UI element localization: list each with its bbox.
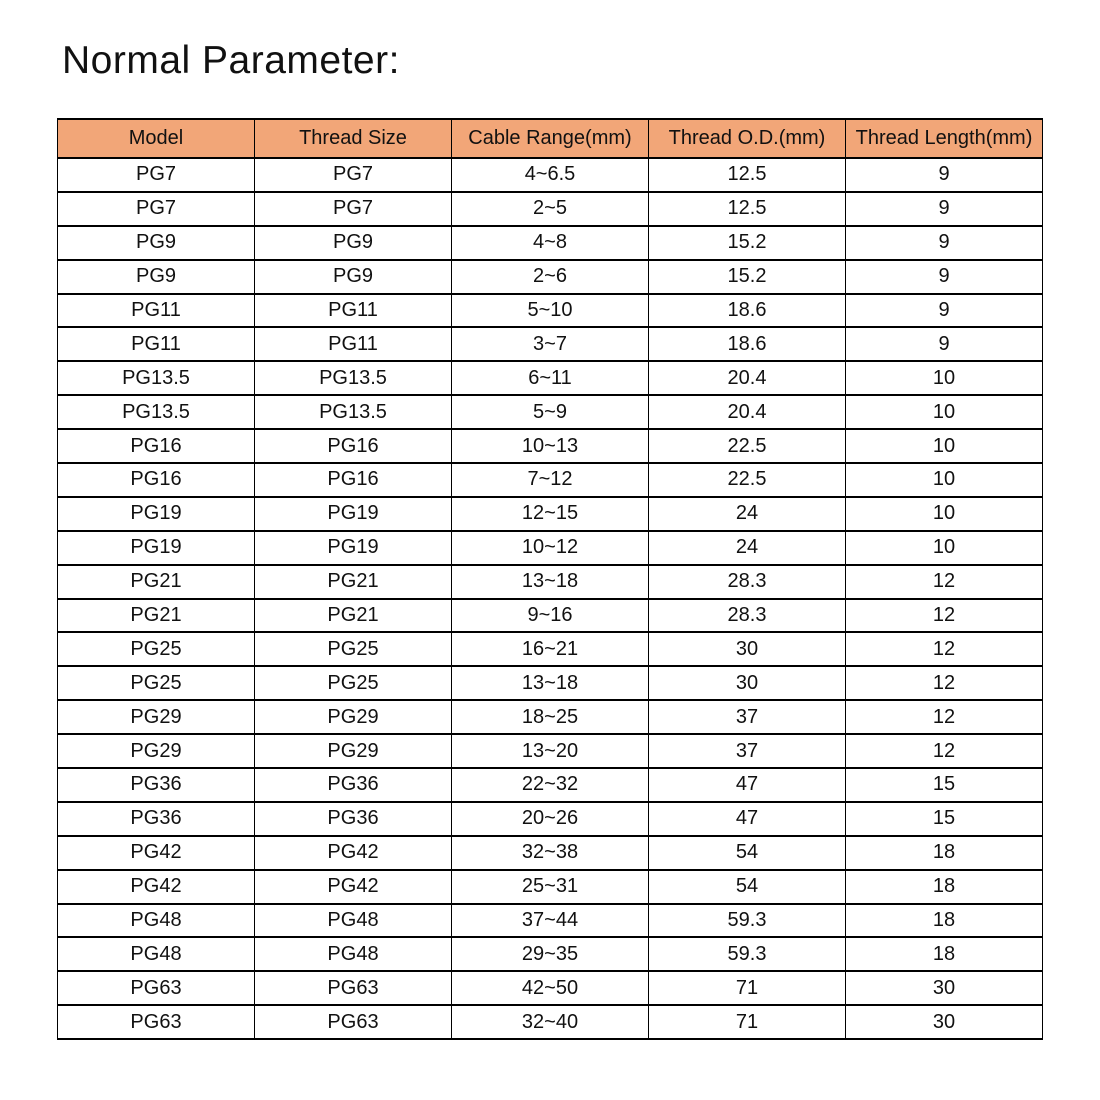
table-cell: PG29 <box>255 700 452 734</box>
table-cell: 59.3 <box>649 904 846 938</box>
table-row <box>58 734 1043 768</box>
table-cell: PG13.5 <box>58 361 255 395</box>
table-cell: PG13.5 <box>255 361 452 395</box>
table-cell: 9 <box>846 260 1043 294</box>
table-row <box>58 971 1043 1005</box>
table-cell: 18~25 <box>452 700 649 734</box>
table-cell: PG16 <box>58 429 255 463</box>
table-cell: PG29 <box>58 700 255 734</box>
table-cell: PG13.5 <box>255 395 452 429</box>
table-cell: 12 <box>846 666 1043 700</box>
table-cell: 10 <box>846 429 1043 463</box>
column-header-thread-size: Thread Size <box>255 119 452 158</box>
table-cell: 9 <box>846 294 1043 328</box>
table-cell: 28.3 <box>649 599 846 633</box>
table-cell: PG25 <box>255 666 452 700</box>
table-cell: PG42 <box>58 836 255 870</box>
table-row <box>58 904 1043 938</box>
table-cell: 10 <box>846 531 1043 565</box>
table-row <box>58 802 1043 836</box>
table-cell: 25~31 <box>452 870 649 904</box>
table-cell: 30 <box>846 1005 1043 1039</box>
table-cell: 18 <box>846 937 1043 971</box>
table-cell: PG16 <box>255 463 452 497</box>
table-cell: 37 <box>649 700 846 734</box>
table-row <box>58 565 1043 599</box>
table-cell: PG19 <box>255 531 452 565</box>
table-body <box>58 158 1043 1039</box>
table-cell: 22~32 <box>452 768 649 802</box>
table-cell: 9 <box>846 158 1043 192</box>
table-cell: 4~6.5 <box>452 158 649 192</box>
table-cell: 9 <box>846 226 1043 260</box>
table-cell: PG11 <box>58 327 255 361</box>
table-cell: 4~8 <box>452 226 649 260</box>
table-cell: 12 <box>846 632 1043 666</box>
table-row <box>58 294 1043 328</box>
page-title: Normal Parameter: <box>62 39 400 82</box>
table-cell: 15.2 <box>649 260 846 294</box>
table-cell: PG63 <box>58 971 255 1005</box>
table-cell: PG29 <box>255 734 452 768</box>
table-cell: PG42 <box>255 870 452 904</box>
table-cell: 5~9 <box>452 395 649 429</box>
table-row <box>58 666 1043 700</box>
table-cell: 15.2 <box>649 226 846 260</box>
table-cell: 10 <box>846 463 1043 497</box>
table-row <box>58 937 1043 971</box>
table-cell: PG36 <box>58 768 255 802</box>
table-cell: PG19 <box>255 497 452 531</box>
table-cell: 22.5 <box>649 463 846 497</box>
table-cell: PG11 <box>255 294 452 328</box>
table-cell: 71 <box>649 971 846 1005</box>
table-cell: PG9 <box>255 226 452 260</box>
table-header-row <box>58 119 1043 158</box>
table-cell: 20~26 <box>452 802 649 836</box>
table-cell: 15 <box>846 768 1043 802</box>
table-cell: 13~18 <box>452 565 649 599</box>
table-cell: PG36 <box>255 768 452 802</box>
table-row <box>58 192 1043 226</box>
table-row <box>58 768 1043 802</box>
table-cell: 24 <box>649 497 846 531</box>
table-cell: 30 <box>649 666 846 700</box>
table-cell: PG63 <box>255 971 452 1005</box>
table-cell: 12 <box>846 565 1043 599</box>
table-cell: 32~40 <box>452 1005 649 1039</box>
table-cell: PG42 <box>255 836 452 870</box>
table-header <box>58 119 1043 158</box>
table-row <box>58 463 1043 497</box>
table-cell: PG63 <box>255 1005 452 1039</box>
table-cell: PG9 <box>58 260 255 294</box>
table-cell: 2~6 <box>452 260 649 294</box>
table-cell: PG11 <box>255 327 452 361</box>
table-cell: 9~16 <box>452 599 649 633</box>
table-cell: 20.4 <box>649 395 846 429</box>
table-cell: 18.6 <box>649 294 846 328</box>
table-row <box>58 361 1043 395</box>
table-cell: 2~5 <box>452 192 649 226</box>
table-cell: 16~21 <box>452 632 649 666</box>
table-cell: 12.5 <box>649 158 846 192</box>
table-cell: PG48 <box>255 904 452 938</box>
table-cell: 54 <box>649 870 846 904</box>
table-cell: 12 <box>846 700 1043 734</box>
table-cell: PG21 <box>58 599 255 633</box>
table-cell: PG21 <box>58 565 255 599</box>
table-cell: 6~11 <box>452 361 649 395</box>
table-cell: 47 <box>649 768 846 802</box>
table-cell: PG9 <box>58 226 255 260</box>
table-row <box>58 395 1043 429</box>
table-cell: 12 <box>846 734 1043 768</box>
table-cell: PG36 <box>255 802 452 836</box>
table-cell: PG25 <box>58 632 255 666</box>
column-header-thread-od: Thread O.D.(mm) <box>649 119 846 158</box>
table-cell: PG48 <box>58 904 255 938</box>
table-cell: PG7 <box>58 158 255 192</box>
table-cell: 15 <box>846 802 1043 836</box>
table-cell: PG48 <box>255 937 452 971</box>
table-cell: PG11 <box>58 294 255 328</box>
table-row <box>58 158 1043 192</box>
column-header-model: Model <box>58 119 255 158</box>
table-cell: 10 <box>846 395 1043 429</box>
table-row <box>58 632 1043 666</box>
table-cell: 30 <box>649 632 846 666</box>
table-cell: 12.5 <box>649 192 846 226</box>
table-cell: 10 <box>846 497 1043 531</box>
table-cell: 29~35 <box>452 937 649 971</box>
table-cell: 18 <box>846 836 1043 870</box>
table-cell: 42~50 <box>452 971 649 1005</box>
table-cell: 71 <box>649 1005 846 1039</box>
table-row <box>58 497 1043 531</box>
table-cell: 5~10 <box>452 294 649 328</box>
column-header-thread-length: Thread Length(mm) <box>846 119 1043 158</box>
table-cell: 10 <box>846 361 1043 395</box>
table-cell: PG7 <box>255 192 452 226</box>
table-cell: PG7 <box>255 158 452 192</box>
table-cell: 18 <box>846 904 1043 938</box>
table-cell: PG29 <box>58 734 255 768</box>
table-cell: 13~18 <box>452 666 649 700</box>
table-cell: PG21 <box>255 599 452 633</box>
table-cell: 12~15 <box>452 497 649 531</box>
table-cell: 18 <box>846 870 1043 904</box>
table-cell: 7~12 <box>452 463 649 497</box>
table-row <box>58 327 1043 361</box>
table-cell: PG25 <box>58 666 255 700</box>
table-cell: PG16 <box>255 429 452 463</box>
table-row <box>58 260 1043 294</box>
table-cell: 54 <box>649 836 846 870</box>
table-cell: PG63 <box>58 1005 255 1039</box>
table-row <box>58 226 1043 260</box>
table-cell: 59.3 <box>649 937 846 971</box>
table-cell: 28.3 <box>649 565 846 599</box>
table-cell: 37~44 <box>452 904 649 938</box>
table-cell: 18.6 <box>649 327 846 361</box>
table-cell: 10~13 <box>452 429 649 463</box>
table-cell: 3~7 <box>452 327 649 361</box>
table-cell: PG13.5 <box>58 395 255 429</box>
table-cell: 10~12 <box>452 531 649 565</box>
table-cell: 37 <box>649 734 846 768</box>
table-cell: PG25 <box>255 632 452 666</box>
table-cell: PG9 <box>255 260 452 294</box>
table-cell: PG42 <box>58 870 255 904</box>
table-cell: PG36 <box>58 802 255 836</box>
parameter-table <box>57 118 1043 1040</box>
table-row <box>58 1005 1043 1039</box>
table-cell: 9 <box>846 192 1043 226</box>
table-row <box>58 429 1043 463</box>
table-row <box>58 870 1043 904</box>
table-row <box>58 599 1043 633</box>
table-cell: 22.5 <box>649 429 846 463</box>
table-cell: 24 <box>649 531 846 565</box>
table-cell: 30 <box>846 971 1043 1005</box>
table-cell: 9 <box>846 327 1043 361</box>
table-cell: 13~20 <box>452 734 649 768</box>
table-cell: 20.4 <box>649 361 846 395</box>
table-cell: PG19 <box>58 497 255 531</box>
table-cell: 47 <box>649 802 846 836</box>
table-cell: PG48 <box>58 937 255 971</box>
table-cell: PG21 <box>255 565 452 599</box>
table-cell: 32~38 <box>452 836 649 870</box>
table-cell: PG7 <box>58 192 255 226</box>
table-row <box>58 531 1043 565</box>
column-header-cable-range: Cable Range(mm) <box>452 119 649 158</box>
table-cell: 12 <box>846 599 1043 633</box>
table-row <box>58 700 1043 734</box>
table-cell: PG16 <box>58 463 255 497</box>
table-row <box>58 836 1043 870</box>
table-cell: PG19 <box>58 531 255 565</box>
